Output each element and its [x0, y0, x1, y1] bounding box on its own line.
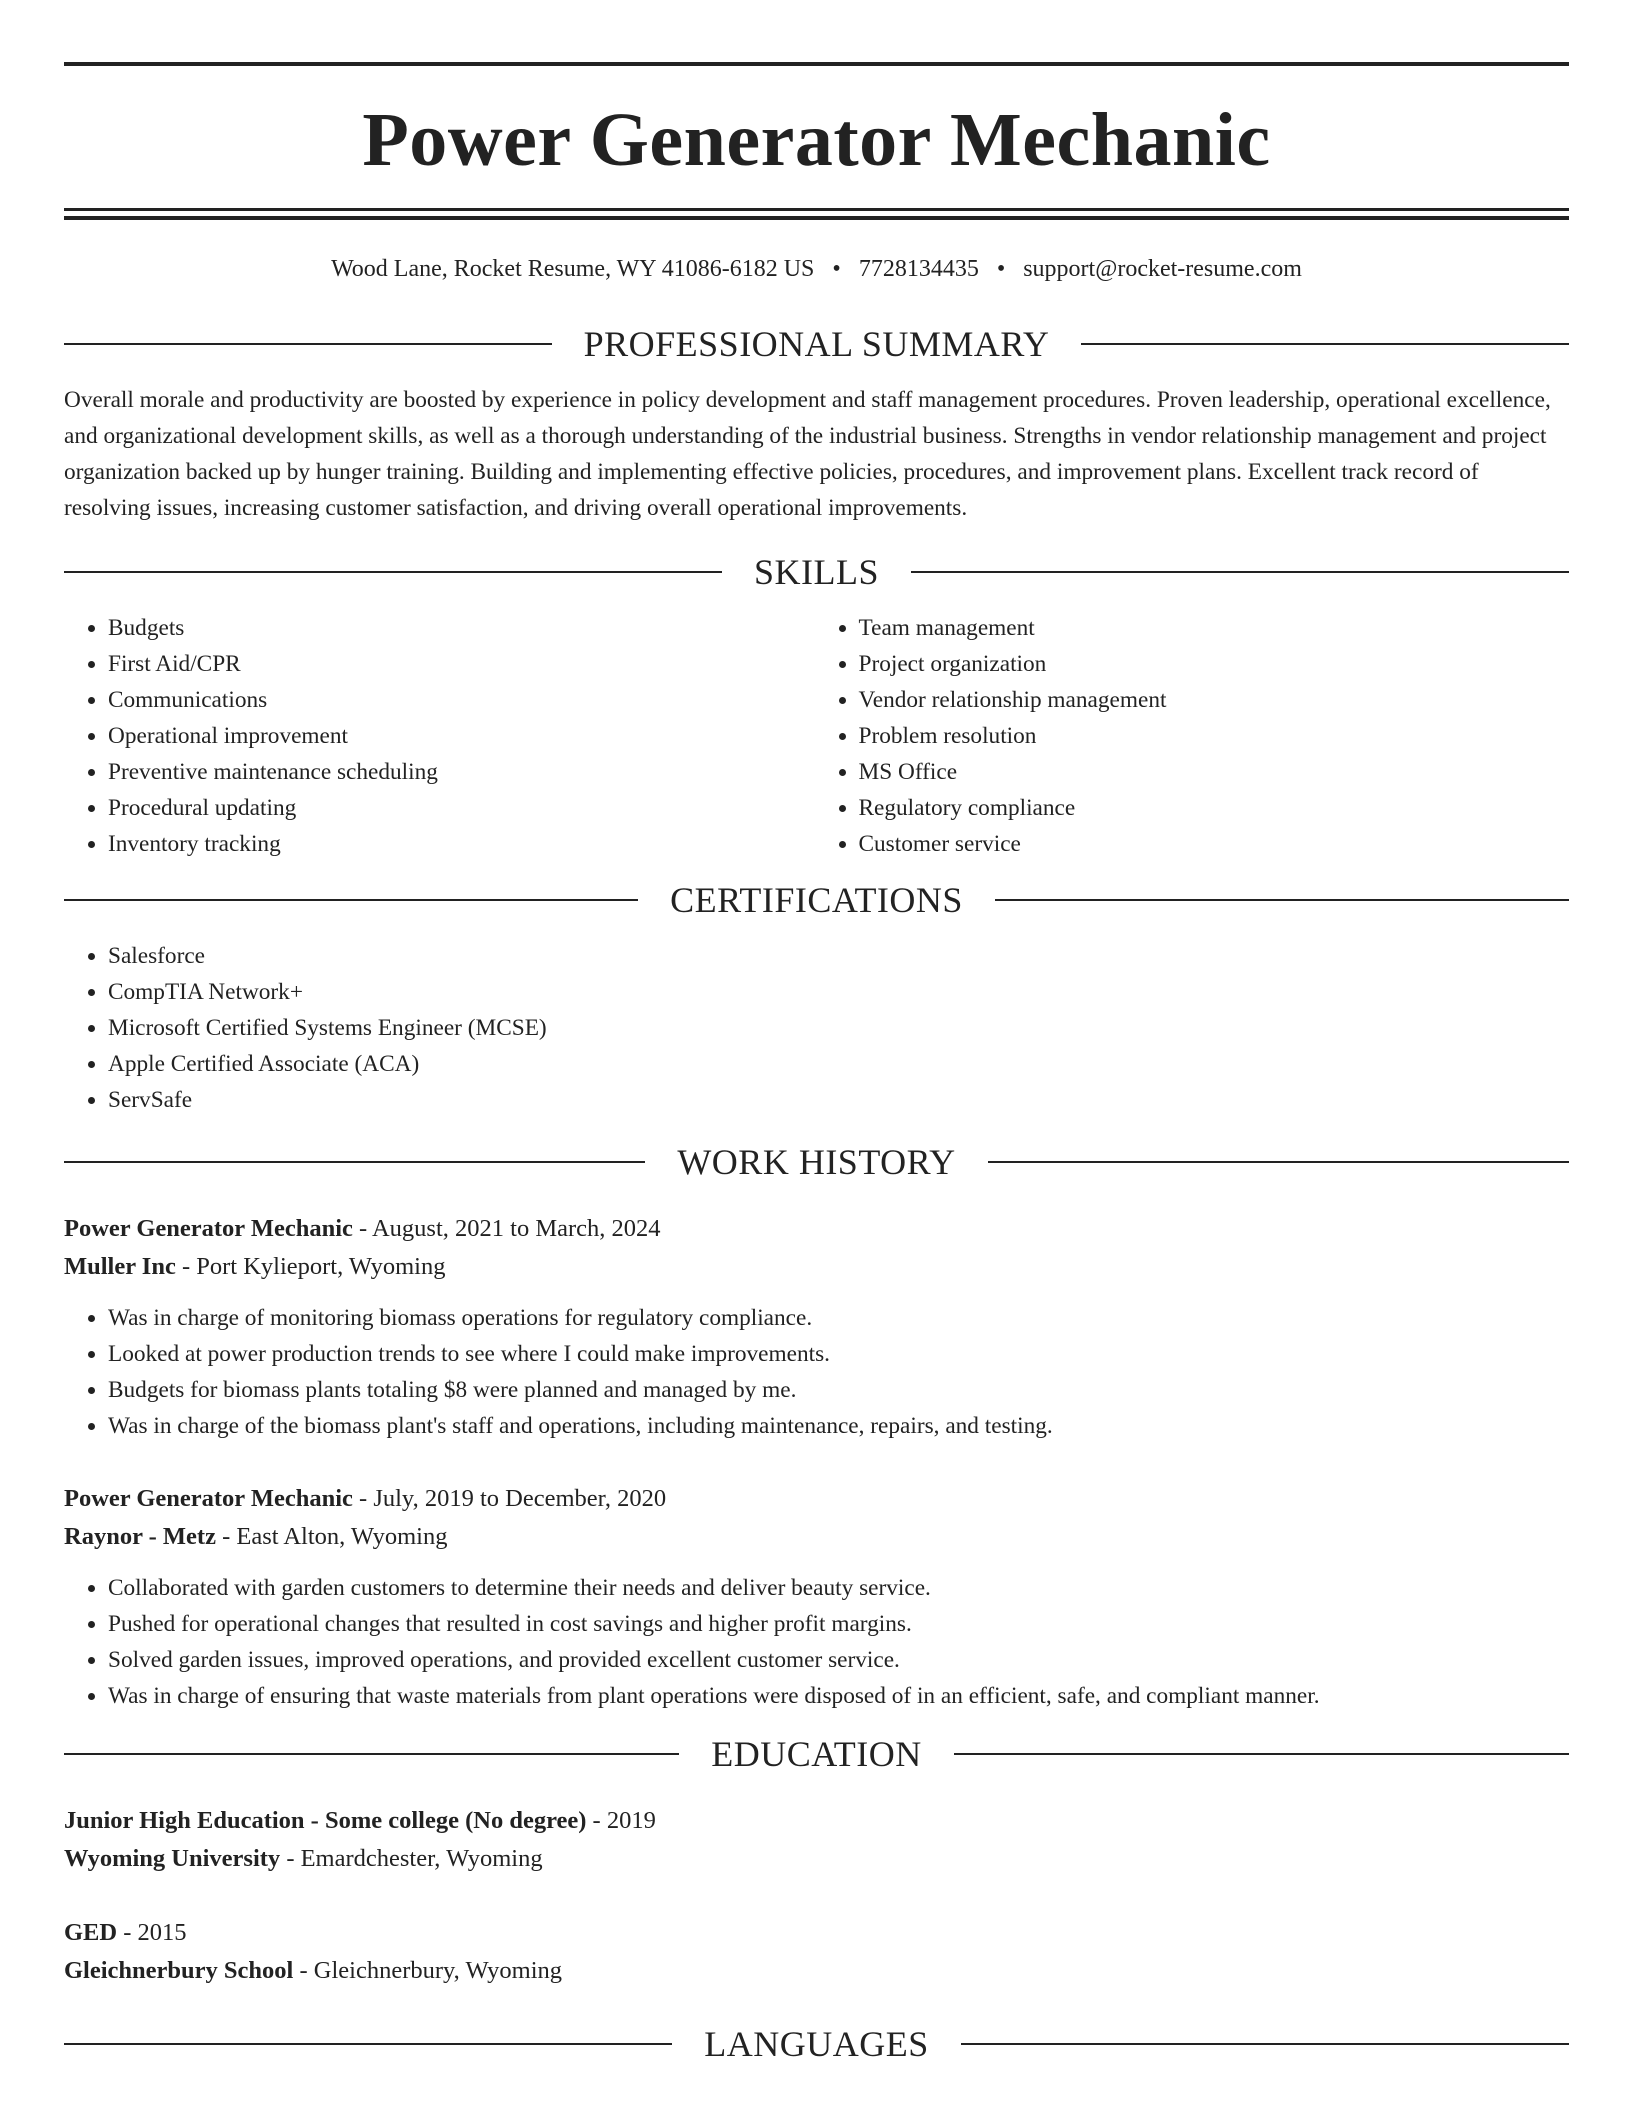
contact-separator: •	[996, 256, 1006, 282]
list-item: • Apple Certified Associate (ACA)	[108, 1046, 1569, 1082]
job-title: Power Generator Mechanic	[64, 1215, 353, 1242]
list-item: • Project organization	[859, 646, 1570, 682]
list-item: • Communications	[108, 682, 817, 718]
education-degree-line	[64, 1802, 1569, 1840]
education-year: - 2019	[586, 1807, 656, 1834]
certifications-heading: CERTIFICATIONS	[670, 880, 963, 920]
job-location: - Port Kylieport, Wyoming	[175, 1253, 446, 1280]
job-company: Muller Inc	[64, 1253, 176, 1280]
education-heading: EDUCATION	[711, 1734, 922, 1774]
job-bullets	[64, 1300, 1569, 1444]
list-item: • Was in charge of ensuring that waste materials from plant operations were disposed of in an efficient, safe, and compliant manner.	[108, 1678, 1569, 1714]
page-title: Power Generator Mechanic	[362, 98, 1271, 182]
job-entry	[64, 1480, 1569, 1714]
education-entry	[64, 1802, 1569, 1878]
contact-address: Wood Lane, Rocket Resume, WY 41086-6182 US	[331, 256, 815, 282]
list-item: • ServSafe	[108, 1082, 1569, 1118]
work-history-heading: WORK HISTORY	[677, 1142, 956, 1182]
list-item: • CompTIA Network+	[108, 974, 1569, 1010]
education-entry	[64, 1914, 1569, 1990]
list-item: • Operational improvement	[108, 718, 817, 754]
job-location: - East Alton, Wyoming	[215, 1523, 448, 1550]
job-company-line	[64, 1248, 1569, 1286]
list-item: • Pushed for operational changes that resulted in cost savings and higher profit margins.	[108, 1606, 1569, 1642]
list-item: • Salesforce	[108, 938, 1569, 974]
job-entry	[64, 1210, 1569, 1444]
contact-phone: 7728134435	[858, 256, 979, 282]
section-heading-work-history	[64, 1142, 1569, 1182]
list-item: • Preventive maintenance scheduling	[108, 754, 817, 790]
education-location: - Emardchester, Wyoming	[280, 1845, 543, 1872]
contact-email: support@rocket-resume.com	[1023, 256, 1302, 282]
education-year: - 2015	[117, 1919, 187, 1946]
list-item: • Problem resolution	[859, 718, 1570, 754]
job-title-line	[64, 1480, 1569, 1518]
job-company-line	[64, 1518, 1569, 1556]
certifications-list	[64, 938, 1569, 1118]
section-heading-summary	[64, 324, 1569, 364]
list-item: • Budgets	[108, 610, 817, 646]
list-item: • First Aid/CPR	[108, 646, 817, 682]
skills-list-right	[817, 610, 1570, 862]
list-item: • MS Office	[859, 754, 1570, 790]
list-item: • Procedural updating	[108, 790, 817, 826]
education-school: Wyoming University	[64, 1845, 281, 1872]
contact-line	[64, 256, 1569, 286]
top-rule	[64, 62, 1569, 66]
resume-page	[64, 62, 1569, 2064]
title-double-rule	[64, 208, 1569, 220]
education-degree: Junior High Education - Some college (No degree)	[64, 1807, 587, 1834]
list-item: • Budgets for biomass plants totaling $8 were planned and managed by me.	[108, 1372, 1569, 1408]
skills-heading: SKILLS	[754, 552, 880, 592]
list-item: • Team management	[859, 610, 1570, 646]
section-heading-languages	[64, 2024, 1569, 2064]
list-item: • Was in charge of monitoring biomass operations for regulatory compliance.	[108, 1300, 1569, 1336]
summary-text: Overall morale and productivity are boosted by experience in policy development and staff management procedures. Proven leadership, operational excellence, and organizational development skills, as well as a thorough understanding of the industrial business. Strengths in vendor relationship management and project organization backed up by hunger training. Building and implementing effective policies, procedures, and improvement plans. Excellent track record of resolving issues, increasing customer satisfaction, and driving overall operational improvements.	[64, 387, 1551, 521]
job-dates: - August, 2021 to March, 2024	[352, 1215, 661, 1242]
job-title-line	[64, 1210, 1569, 1248]
list-item: • Microsoft Certified Systems Engineer (MCSE)	[108, 1010, 1569, 1046]
list-item: • Customer service	[859, 826, 1570, 862]
skills-list-left	[64, 610, 817, 862]
list-item: • Solved garden issues, improved operations, and provided excellent customer service.	[108, 1642, 1569, 1678]
education-school: Gleichnerbury School	[64, 1957, 294, 1984]
section-heading-certifications	[64, 880, 1569, 920]
education-school-line	[64, 1840, 1569, 1878]
job-title: Power Generator Mechanic	[64, 1485, 353, 1512]
job-company: Raynor - Metz	[64, 1523, 216, 1550]
contact-separator: •	[832, 256, 841, 282]
list-item: • Collaborated with garden customers to determine their needs and deliver beauty service.	[108, 1570, 1569, 1606]
education-location: - Gleichnerbury, Wyoming	[293, 1957, 562, 1984]
list-item: • Looked at power production trends to see where I could make improvements.	[108, 1336, 1569, 1372]
education-degree-line	[64, 1914, 1569, 1952]
section-heading-skills	[64, 552, 1569, 592]
job-dates: - July, 2019 to December, 2020	[352, 1485, 667, 1512]
summary-heading: PROFESSIONAL SUMMARY	[583, 324, 1050, 364]
list-item: • Regulatory compliance	[859, 790, 1570, 826]
list-item: • Inventory tracking	[108, 826, 817, 862]
job-bullets	[64, 1570, 1569, 1714]
list-item: • Vendor relationship management	[859, 682, 1570, 718]
skills-columns	[64, 610, 1569, 862]
education-school-line	[64, 1952, 1569, 1990]
education-degree: GED	[64, 1919, 118, 1946]
section-heading-education	[64, 1734, 1569, 1774]
languages-heading: LANGUAGES	[704, 2024, 929, 2064]
list-item: • Was in charge of the biomass plant's staff and operations, including maintenance, repairs, and testing.	[108, 1408, 1569, 1444]
